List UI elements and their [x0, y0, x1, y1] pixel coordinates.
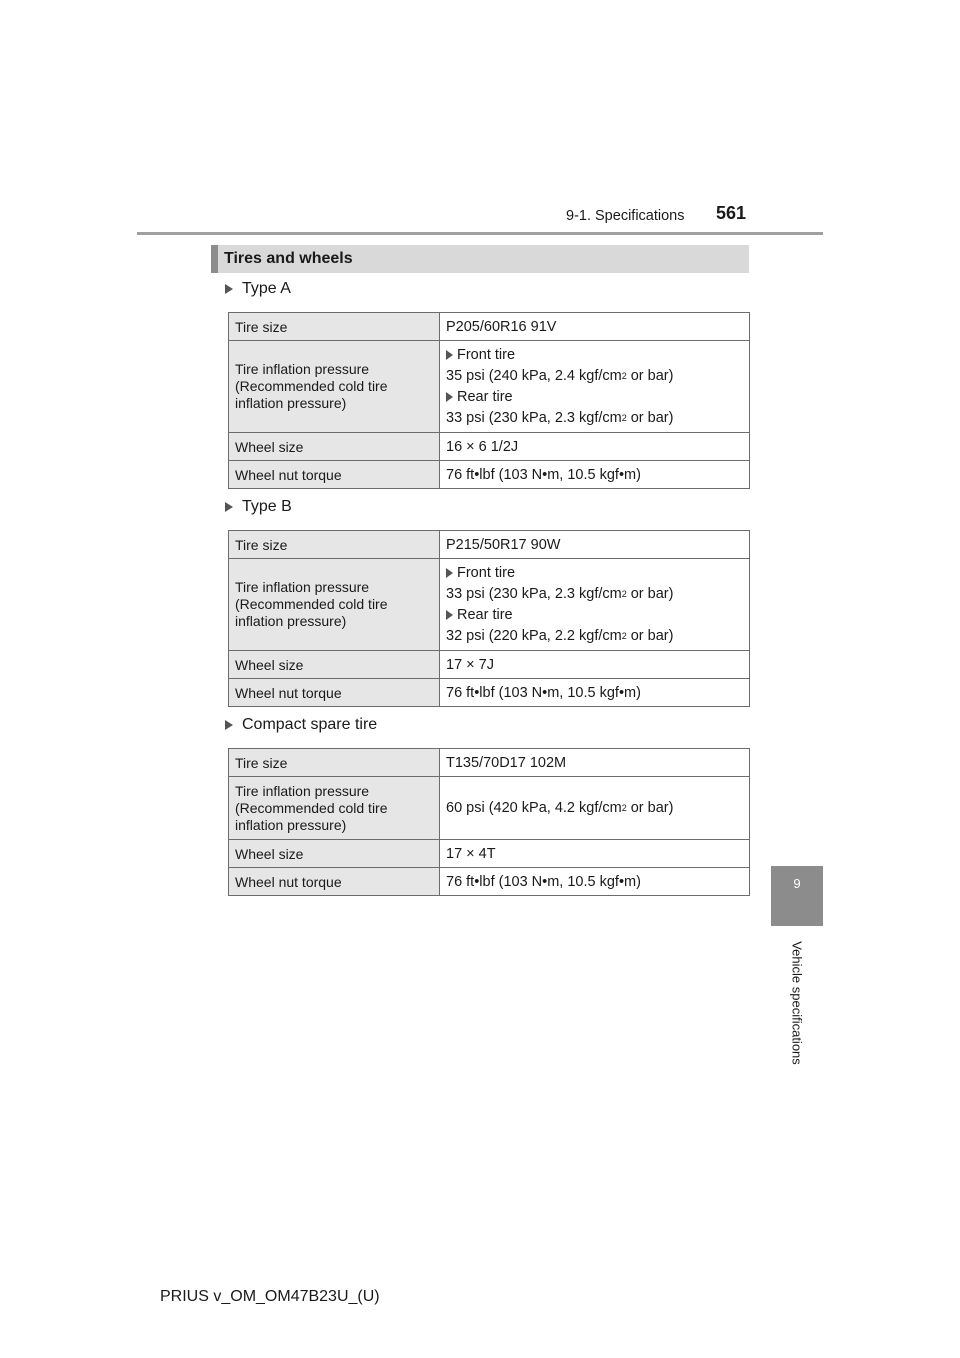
label-line: Tire inflation pressure	[235, 361, 370, 377]
tire-size-value: P215/50R17 90W	[440, 531, 750, 559]
type-b-heading	[225, 498, 292, 516]
label-line: (Recommended cold tire	[235, 799, 388, 816]
front-tire-heading: Front tire	[446, 563, 743, 584]
wheel-nut-torque-value: 76 ft•lbf (103 N•m, 10.5 kgf•m)	[440, 868, 750, 896]
triangle-bullet-icon	[446, 392, 453, 402]
table-row	[229, 749, 750, 777]
table-row	[229, 679, 750, 707]
inflation-pressure-value	[440, 341, 750, 433]
type-b-table	[228, 530, 750, 707]
table-row	[229, 313, 750, 341]
triangle-bullet-icon	[225, 502, 233, 512]
triangle-bullet-icon	[225, 720, 233, 730]
triangle-bullet-icon	[446, 610, 453, 620]
front-tire-pressure: 35 psi (240 kPa, 2.4 kgf/cm 2 or bar)	[446, 367, 674, 384]
wheel-nut-torque-label: Wheel nut torque	[229, 679, 440, 707]
type-a-heading	[225, 280, 291, 298]
type-a-heading-text: Type A	[242, 280, 291, 297]
chapter-label: Vehicle specifications	[789, 941, 805, 1065]
rear-tire-heading: Rear tire	[446, 605, 743, 626]
type-a-table	[228, 312, 750, 489]
tire-size-label: Tire size	[229, 531, 440, 559]
table-row	[229, 868, 750, 896]
label-line: Tire inflation pressure	[235, 782, 370, 799]
tire-size-value: T135/70D17 102M	[440, 749, 750, 777]
inflation-pressure-value	[440, 559, 750, 651]
inflation-pressure-label	[229, 559, 440, 651]
table-row	[229, 651, 750, 679]
document-footer: PRIUS v_OM_OM47B23U_(U)	[160, 1288, 380, 1305]
rear-tire-pressure: 33 psi (230 kPa, 2.3 kgf/cm 2 or bar)	[446, 409, 674, 426]
tire-size-value: P205/60R16 91V	[440, 313, 750, 341]
section-title: Tires and wheels	[211, 245, 749, 273]
inflation-pressure-label	[229, 341, 440, 433]
chapter-number: 9	[793, 876, 801, 891]
table-row	[229, 341, 750, 433]
front-tire-pressure: 33 psi (230 kPa, 2.3 kgf/cm 2 or bar)	[446, 585, 674, 602]
label-line: Tire inflation pressure	[235, 579, 370, 595]
table-row	[229, 840, 750, 868]
spare-tire-pressure: 60 psi (420 kPa, 4.2 kgf/cm 2 or bar)	[446, 799, 674, 816]
compact-spare-heading-text: Compact spare tire	[242, 716, 378, 733]
label-line: inflation pressure)	[235, 613, 347, 629]
type-b-heading-text: Type B	[242, 498, 292, 515]
wheel-size-value: 17 × 4T	[440, 840, 750, 868]
triangle-bullet-icon	[446, 350, 453, 360]
tire-size-label: Tire size	[229, 749, 440, 777]
front-tire-heading: Front tire	[446, 345, 743, 366]
inflation-pressure-value	[440, 777, 750, 840]
wheel-nut-torque-value: 76 ft•lbf (103 N•m, 10.5 kgf•m)	[440, 679, 750, 707]
table-row	[229, 559, 750, 651]
inflation-pressure-label	[229, 777, 440, 840]
rear-tire-heading: Rear tire	[446, 387, 743, 408]
label-line: inflation pressure)	[235, 395, 347, 411]
table-row	[229, 433, 750, 461]
wheel-nut-torque-label: Wheel nut torque	[229, 461, 440, 489]
table-row	[229, 461, 750, 489]
page-number: 561	[716, 203, 747, 223]
rear-tire-pressure: 32 psi (220 kPa, 2.2 kgf/cm 2 or bar)	[446, 627, 674, 644]
wheel-nut-torque-value: 76 ft•lbf (103 N•m, 10.5 kgf•m)	[440, 461, 750, 489]
chapter-tab	[771, 866, 823, 926]
table-row	[229, 531, 750, 559]
triangle-bullet-icon	[446, 568, 453, 578]
label-line: inflation pressure)	[235, 816, 347, 833]
label-line: (Recommended cold tire	[235, 596, 388, 612]
table-row	[229, 777, 750, 840]
compact-spare-heading	[225, 716, 377, 734]
wheel-size-value: 17 × 7J	[440, 651, 750, 679]
wheel-size-label: Wheel size	[229, 840, 440, 868]
wheel-nut-torque-label: Wheel nut torque	[229, 868, 440, 896]
wheel-size-label: Wheel size	[229, 651, 440, 679]
compact-spare-table	[228, 748, 750, 896]
tire-size-label: Tire size	[229, 313, 440, 341]
header-divider	[137, 232, 823, 235]
label-line: (Recommended cold tire	[235, 378, 388, 394]
wheel-size-value: 16 × 6 1/2J	[440, 433, 750, 461]
wheel-size-label: Wheel size	[229, 433, 440, 461]
section-header: 9-1. Specifications	[566, 208, 685, 224]
triangle-bullet-icon	[225, 284, 233, 294]
